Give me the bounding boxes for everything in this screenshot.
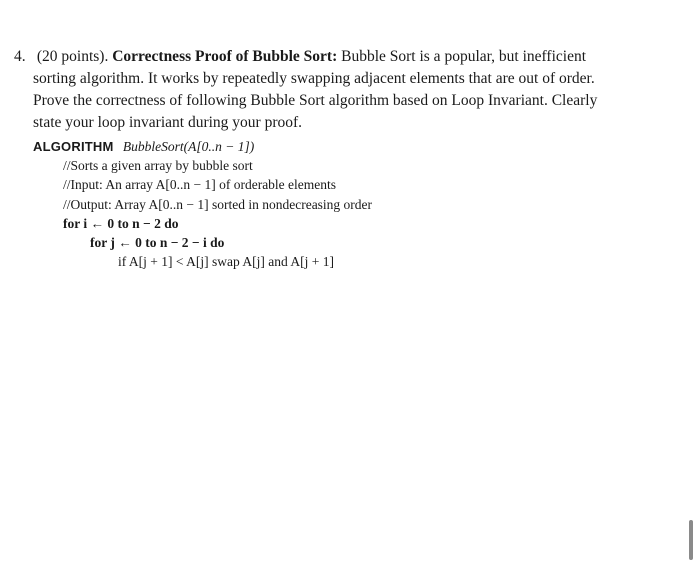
algorithm-swap-line: if A[j + 1] < A[j] swap A[j] and A[j + 1] <box>118 254 334 270</box>
question-line-1 <box>14 46 674 68</box>
question-line-4: state your loop invariant during your proof. <box>33 114 303 131</box>
algorithm-inner-loop: for j ← 0 to n − 2 − i do <box>90 235 225 251</box>
algorithm-block <box>33 137 372 271</box>
algorithm-signature: BubbleSort(A[0..n − 1]) <box>122 139 255 154</box>
algorithm-comment-1: //Sorts a given array by bubble sort <box>63 158 253 174</box>
algorithm-comment-3: //Output: Array A[0..n − 1] sorted in nondecreasing order <box>63 196 373 212</box>
algorithm-outer-loop: for i ← 0 to n − 2 do <box>63 215 179 231</box>
question-line-2: sorting algorithm. It works by repeatedly swapping adjacent elements that are out of order. <box>33 70 595 87</box>
algorithm-comment-2: //Input: An array A[0..n − 1] of orderable elements <box>63 177 337 193</box>
question-points: (20 points). <box>36 48 109 65</box>
question-title: Correctness Proof of Bubble Sort: <box>112 48 338 65</box>
question-number: 4. <box>14 48 26 65</box>
question-intro: Bubble Sort is a popular, but inefficient <box>341 48 587 65</box>
scroll-indicator[interactable] <box>689 520 693 560</box>
question-block <box>14 46 674 134</box>
algorithm-keyword: ALGORITHM <box>33 139 114 154</box>
algorithm-header <box>33 137 372 156</box>
question-line-3: Prove the correctness of following Bubble Sort algorithm based on Loop Invariant. Clearly <box>33 92 598 109</box>
